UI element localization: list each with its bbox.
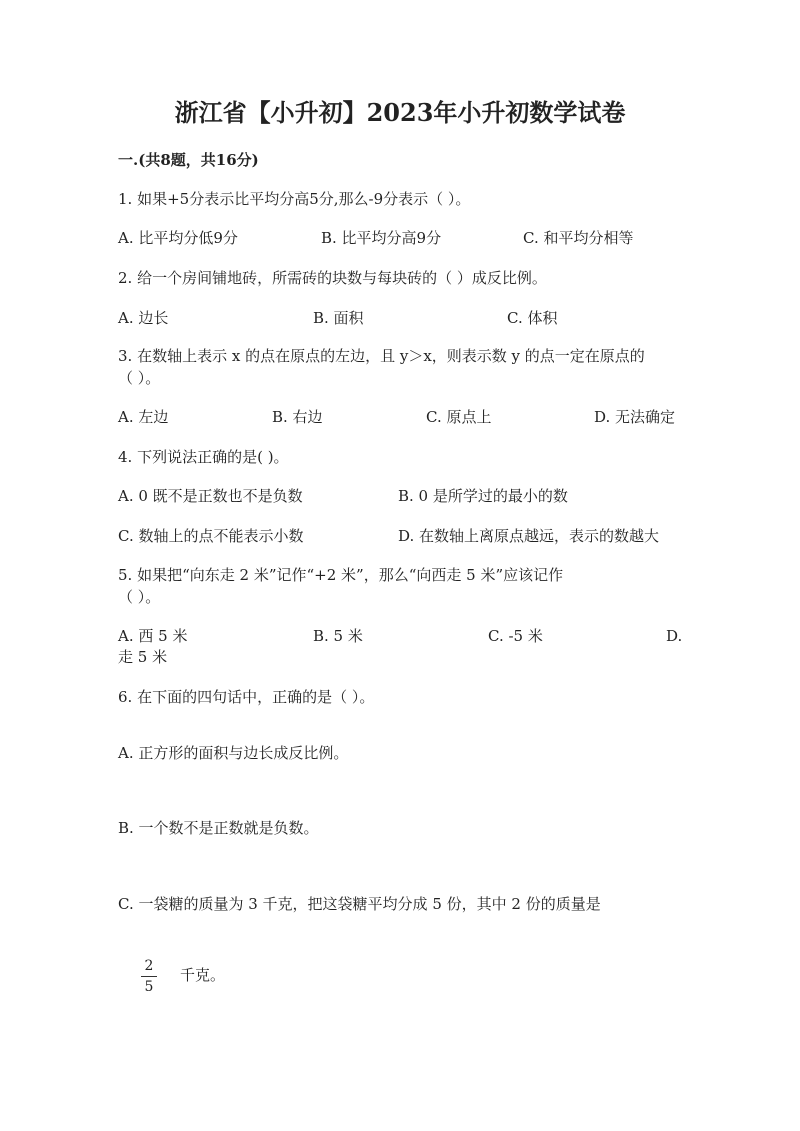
- question-1-option-a: A. 比平均分低9分: [118, 229, 238, 247]
- question-2-option-a: A. 边长: [118, 309, 169, 327]
- question-3-option-d: D. 无法确定: [594, 408, 676, 426]
- question-4-option-d: D. 在数轴上离原点越远，表示的数越大: [398, 527, 660, 545]
- question-4-stem: 4. 下列说法正确的是( )。: [118, 448, 289, 466]
- question-2-option-b: B. 面积: [313, 309, 364, 327]
- question-3-option-a: A. 左边: [118, 408, 169, 426]
- question-5-option-d: D.: [666, 627, 683, 645]
- question-6-stem: 6. 在下面的四句话中，正确的是（ ）。: [118, 688, 375, 706]
- question-5-option-b: B. 5 米: [313, 627, 363, 645]
- question-3-option-b: B. 右边: [272, 408, 323, 426]
- question-1-option-c: C. 和平均分相等: [523, 229, 634, 247]
- question-5-option-d-continued: 走 5 米: [118, 648, 168, 666]
- question-6-option-b: B. 一个数不是正数就是负数。: [118, 819, 319, 837]
- question-4-option-c: C. 数轴上的点不能表示小数: [118, 527, 304, 545]
- question-3-option-c: C. 原点上: [426, 408, 492, 426]
- fraction-bar: [141, 976, 157, 977]
- fraction-denominator: 5: [144, 979, 154, 995]
- question-5-option-a: A. 西 5 米: [118, 627, 188, 645]
- question-4-option-b: B. 0 是所学过的最小的数: [398, 487, 568, 505]
- question-4-option-a: A. 0 既不是正数也不是负数: [118, 487, 303, 505]
- question-5-stem: 5. 如果把“向东走 2 米”记作“+2 米”，那么“向西走 5 米”应该记作: [118, 566, 564, 584]
- fraction: [140, 958, 158, 995]
- question-1-option-b: B. 比平均分高9分: [321, 229, 442, 247]
- page-title: 浙江省【小升初】2023年小升初数学试卷: [174, 98, 626, 127]
- question-6-option-a: A. 正方形的面积与边长成反比例。: [118, 744, 349, 762]
- question-3-stem-continued: （ ）。: [118, 369, 161, 387]
- question-2-stem: 2. 给一个房间铺地砖，所需砖的块数与每块砖的（ ）成反比例。: [118, 269, 547, 287]
- question-6-option-c: C. 一袋糖的质量为 3 千克，把这袋糖平均分成 5 份，其中 2 份的质量是: [118, 895, 601, 913]
- question-6-option-c-suffix: 千克。: [180, 966, 226, 984]
- question-5-option-c: C. -5 米: [488, 627, 543, 645]
- fraction-numerator: 2: [144, 958, 154, 974]
- section-heading: 一.(共8题，共16分): [118, 151, 259, 169]
- question-5-stem-continued: （ ）。: [118, 588, 161, 606]
- question-2-option-c: C. 体积: [507, 309, 558, 327]
- question-3-stem: 3. 在数轴上表示 x 的点在原点的左边，且 y＞x，则表示数 y 的点一定在原点的: [118, 347, 645, 365]
- question-1-stem: 1. 如果+5分表示比平均分高5分,那么-9分表示（ ）。: [118, 190, 471, 208]
